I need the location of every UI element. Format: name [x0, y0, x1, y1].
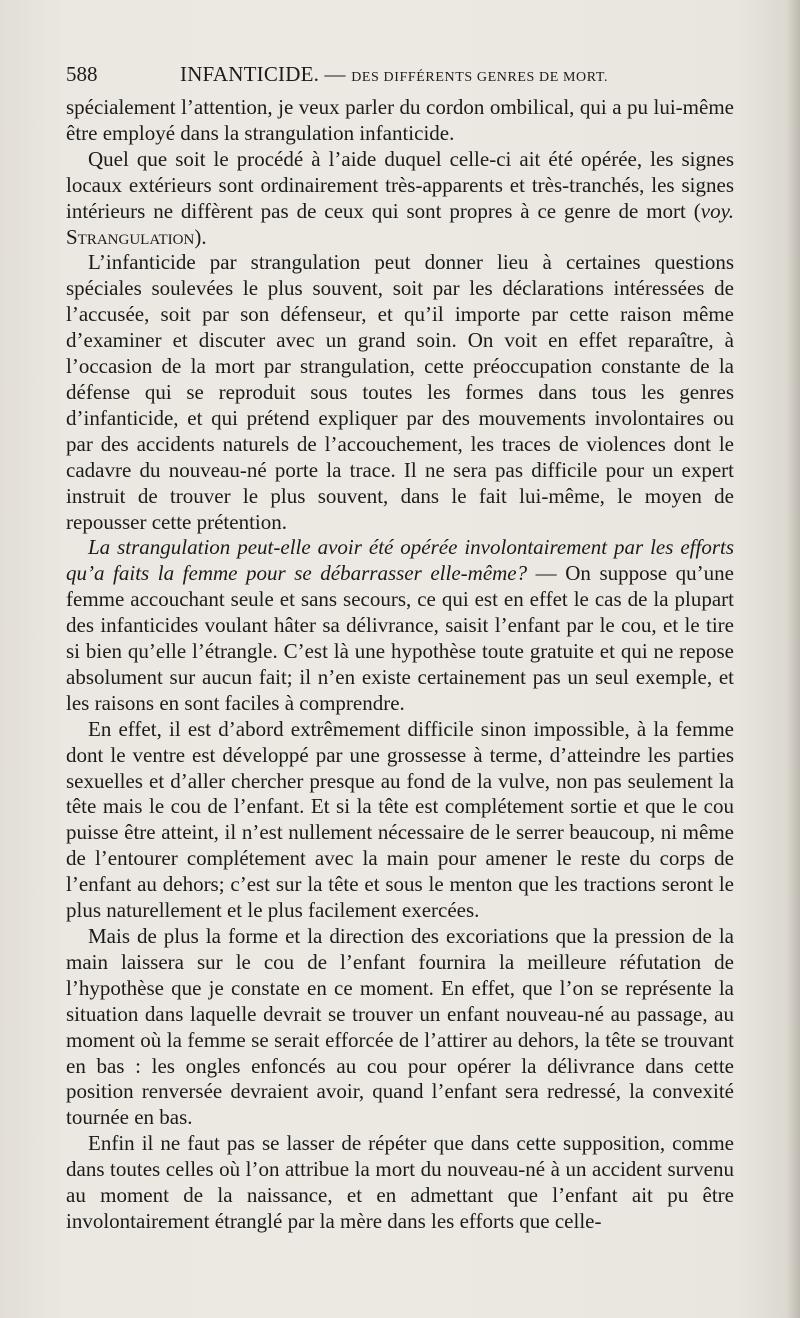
body-text: [66, 95, 734, 1235]
paragraph-signes-locaux: [66, 147, 734, 251]
paragraph-excoriations: Mais de plus la forme et la direction des excoriations que la pression de la main laissera sur le cou de l’enfant fournira la meilleure réfutation de l’hypothèse que je constate en ce moment. En effet, que l’on se représente la situation dans laquelle devrait se trouver un enfant nouveau-né au passage, au moment où la femme se serait efforcée de l’attirer au dehors, la tête se trouvant en bas : les ongles enfoncés au cou pour opérer la délivrance dans cette position renversée devraient avoir, quand l’enfant sera redressé, la convexité tournée en bas.: [66, 924, 734, 1130]
running-title-sub: DES DIFFÉRENTS GENRES DE MORT.: [351, 70, 609, 85]
page-header: [66, 58, 734, 90]
paragraph-questions-speciales: L’infanticide par strangulation peut donner lieu à certaines questions spéciales soulevées le plus souvent, soit par les déclarations intéressées de l’accusée, soit par son défenseur, et qu’il importe par cette raison même d’examiner et discuter avec un grand soin. On voit en effet reparaître, à l’occasion de la mort par strangulation, cette préoccupation constante de la défense qui se reproduit sous toutes les formes dans tous les genres d’infanticide, et qui prétend expliquer par des mouvements involontaires ou par des accidents naturels de l’accouchement, les traces de violences dont le cadavre du nouveau-né porte la trace. Il ne sera pas difficile pour un expert instruit de trouver le plus souvent, dans le fait lui-même, le moyen de repousser cette prétention.: [66, 250, 734, 534]
question-heading: La strangulation peut-elle avoir été opérée involontairement par les efforts qu’a faits la femme pour se débarrasser elle-même?: [66, 535, 734, 586]
paragraph-text-end: ).: [194, 224, 207, 249]
paragraph-enfin: Enfin il ne faut pas se lasser de répéter que dans cette supposition, comme dans toutes celles où l’on attribue la mort du nouveau-né à un accident survenu au moment de la naissance, et en admettant que l’enfant ait pu être involontairement étranglé par la mère dans les efforts que celle-: [66, 1131, 734, 1233]
paragraph-text: Quel que soit le procédé à l’aide duquel celle-ci ait été opérée, les signes locaux extérieurs sont ordinairement très-apparents et très-tranchés, les signes intérieurs ne diffèrent pas de ceux qui sont propres à ce genre de mort (: [66, 146, 734, 223]
paragraph-continuation: spécialement l’attention, je veux parler du cordon ombilical, qui a pu lui-même être employé dans la strangulation infanticide.: [66, 95, 734, 145]
cross-reference: Strangulation: [66, 224, 195, 249]
voy-abbrev: voy.: [700, 198, 734, 223]
running-title: [180, 58, 608, 94]
page-number: 588: [66, 62, 98, 86]
paragraph-strangulation-involontaire: [66, 535, 734, 716]
page-edge-shadow: [786, 0, 800, 1318]
running-title-dash: —: [319, 62, 352, 86]
running-title-main: INFANTICIDE.: [180, 62, 320, 86]
paragraph-text: — On suppose qu’une femme accouchant seule et sans secours, ce qui est en effet le cas de la plupart des infanticides voulant hâter sa délivrance, saisit l’enfant par le cou, et le tire si bien qu’elle l’étrangle. C’est là une hypothèse toute gratuite et qui ne repose absolument sur aucun fait; il n’en existe certainement pas un seul exemple, et les raisons en sont faciles à comprendre.: [66, 561, 734, 715]
paragraph-en-effet: En effet, il est d’abord extrêmement difficile sinon impossible, à la femme dont le ventre est développé par une grossesse à terme, d’atteindre les parties sexuelles et d’aller chercher presque au fond de la vulve, non pas seulement la tête mais le cou de l’enfant. Et si la tête est complétement sortie et que le cou puisse être atteint, il n’est nullement nécessaire de le serrer beaucoup, ni même de l’entourer complétement avec la main pour amener le reste du corps de l’enfant au dehors; c’est sur la tête et sous le menton que les tractions seront le plus naturellement et le plus facilement exercées.: [66, 716, 734, 923]
